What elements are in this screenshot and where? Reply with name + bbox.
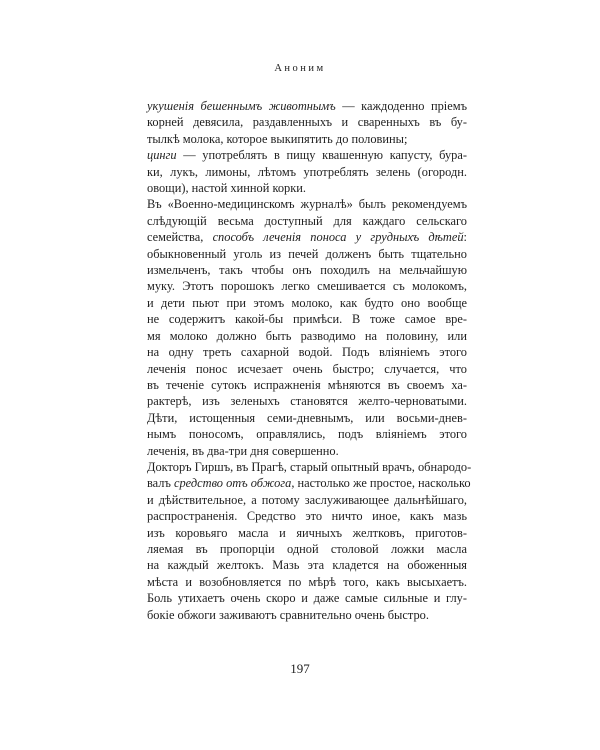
text-run: и дѣйствительное, а потому заслуживающее дальнѣйшаго, — [147, 492, 467, 507]
text-line — [147, 607, 467, 623]
text-run: обыкновенный уголь из печей долженъ быть тщательно — [147, 246, 467, 261]
text-line — [147, 574, 467, 590]
text-run: на одну треть сахарной водой. Подъ вліяніемъ этого — [147, 345, 467, 360]
text-line — [147, 361, 467, 377]
paragraph — [147, 147, 467, 196]
text-run: бокіе обжоги заживаютъ сравнительно очень быстро. — [147, 607, 429, 622]
text-line — [147, 262, 467, 278]
text-line — [147, 443, 467, 459]
text-run: мѣста и возобновляется по мѣрѣ того, какъ высыхаетъ. — [147, 574, 467, 589]
text-line — [147, 459, 472, 475]
text-run: Боль утихаетъ очень скоро и даже самые сильные и глу- — [147, 591, 467, 606]
text-line — [147, 377, 467, 393]
text-run: не содержитъ какой-бы примѣси. В тоже самое вре- — [147, 312, 467, 327]
text-line — [147, 508, 467, 524]
text-line — [147, 344, 467, 360]
text-run: тылкѣ молока, которое выкипятить до половины; — [147, 131, 408, 146]
text-run: ляемая въ пропорціи одной столовой ложки масла — [147, 541, 467, 556]
text-run: муку. Этотъ порошокъ легко смешивается съ молокомъ, — [147, 279, 467, 294]
text-block — [147, 98, 472, 623]
text-run: семейства, — [147, 230, 213, 245]
text-run: рактерѣ, изъ зеленыхъ становятся желто-черноватыми. — [147, 394, 467, 409]
text-run: слѣдующій весьма доступный для каждаго сельскаго — [147, 213, 467, 228]
text-line — [147, 295, 467, 311]
text-run: леченія понос исчезает очень быстро; случается, что — [147, 361, 467, 376]
paragraph — [147, 196, 467, 459]
text-run: — употреблять в пищу квашенную капусту, бура- — [176, 148, 467, 163]
text-run: мя молоко должно быть разводимо на половину, или — [147, 328, 467, 343]
italic-term: цинги — [147, 148, 177, 163]
text-line — [147, 114, 467, 130]
text-run: нымъ поносомъ, оправлялись, подъ вліяніемъ этого — [147, 427, 467, 442]
text-run: Дѣти, истощенныя семи-дневнымъ, или восьми-днев- — [147, 410, 467, 425]
text-line — [147, 147, 467, 163]
text-line — [147, 328, 467, 344]
paragraph — [147, 98, 467, 147]
text-run: въ теченіе сутокъ испражненія мѣняются въ своемъ ха- — [147, 377, 467, 392]
text-line — [147, 278, 467, 294]
text-line — [147, 164, 467, 180]
text-run: Докторъ Гиршъ, въ Прагѣ, старый опытный врачъ, обнародо- — [147, 459, 472, 474]
text-line — [147, 311, 467, 327]
running-head: Аноним — [274, 63, 326, 74]
text-line — [147, 229, 467, 245]
text-run: на каждый желтокъ. Мазь эта кладется на обоженныя — [147, 558, 467, 573]
text-line — [147, 541, 467, 557]
text-line — [147, 131, 467, 147]
text-line — [147, 525, 467, 541]
text-run: валъ — [147, 476, 174, 491]
text-line — [147, 475, 471, 491]
paragraph — [147, 459, 472, 623]
text-run: измельченъ, такъ чтобы онъ походилъ на мельчайшую — [147, 263, 467, 278]
text-line — [147, 246, 467, 262]
text-line — [147, 426, 467, 442]
italic-term: укушенія бешеннымъ животнымъ — [147, 99, 336, 113]
text-run: ки, лукъ, лимоны, лѣтомъ употреблять зелень (огородн. — [147, 164, 467, 179]
text-run: , настолько же простое, насколько — [291, 476, 471, 491]
text-line — [147, 393, 467, 409]
text-line — [147, 213, 467, 229]
text-run: : — [463, 230, 467, 245]
italic-term: средство отъ обжога — [173, 476, 292, 491]
text-line — [147, 557, 467, 573]
text-line — [147, 98, 467, 114]
text-line — [147, 196, 467, 212]
text-run: овощи), настой хинной корки. — [147, 181, 306, 196]
text-run: — каждоденно пріемъ — [335, 99, 467, 113]
text-run: леченія, въ два-три дня совершенно. — [147, 443, 339, 458]
text-run: изъ коровьяго масла и яичныхъ желтковъ, приготов- — [147, 525, 467, 540]
text-run: и дети пьют при этомъ молоко, как будто оно вообще — [147, 295, 467, 310]
text-line — [147, 492, 467, 508]
text-run: Въ «Военно-медицинскомъ журналѣ» былъ рекомендуемъ — [147, 197, 467, 212]
italic-term: способъ леченія поноса у грудныхъ дѣтей — [212, 230, 464, 245]
text-line — [147, 410, 467, 426]
page-number: 197 — [290, 661, 310, 676]
text-line — [147, 180, 467, 196]
text-line — [147, 590, 467, 606]
text-run: распространенія. Средство это ничто иное, какъ мазь — [147, 509, 467, 524]
text-run: корней девясила, раздавленныхъ и сваренныхъ въ бу- — [147, 115, 467, 130]
